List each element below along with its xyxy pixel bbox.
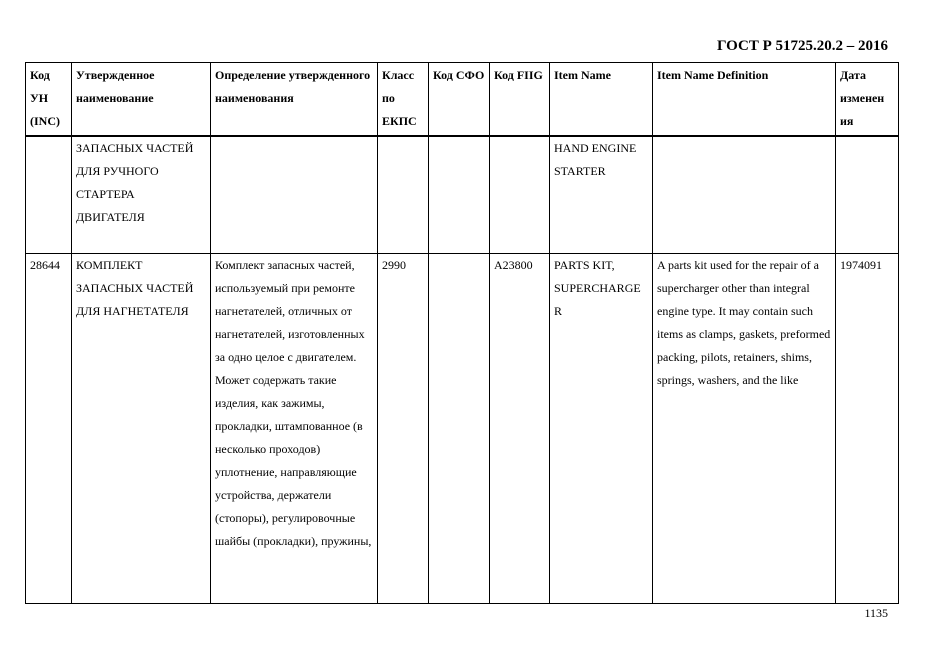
cell-item-name: HAND ENGINE STARTER [550,136,653,253]
cell-inc [26,136,72,253]
document-id: ГОСТ Р 51725.20.2 – 2016 [716,38,888,54]
cell-sfo [429,253,490,603]
cell-class [378,136,429,253]
table-header-row [26,63,899,137]
cell-item-def: A parts kit used for the repair of a supercharger other than integral engine type. It may contain such items as clamps, gaskets, preformed packing, pilots, retainers, shims, springs, washers, and the like [653,253,836,603]
table-row [26,136,899,253]
col-header-name: Утвержденное наименование [72,63,211,137]
cell-definition: Комплект запасных частей, используемый при ремонте нагнетателей, отличных от нагнетателей, изготовленных за одно целое с двигателем. Может содержать такие изделия, как зажимы, прокладки, штампованное (в несколько проходов) уплотнение, направляющие устройства, держатели (стопоры), регулировочные шайбы (прокладки), пружины, [211,253,378,603]
table-row [26,253,899,603]
cell-inc: 28644 [26,253,72,603]
cell-date [836,136,899,253]
cell-fiig: A23800 [490,253,550,603]
page-number: 1135 [864,606,888,620]
col-header-class: Класс по ЕКПС [378,63,429,137]
col-header-sfo: Код СФО [429,63,490,137]
cell-definition [211,136,378,253]
cell-sfo [429,136,490,253]
col-header-fiig: Код FIIG [490,63,550,137]
cell-item-name: PARTS KIT, SUPERCHARGER [550,253,653,603]
col-header-item-name: Item Name [550,63,653,137]
cell-name: КОМПЛЕКТ ЗАПАСНЫХ ЧАСТЕЙ ДЛЯ НАГНЕТАТЕЛЯ [72,253,211,603]
cell-date: 1974091 [836,253,899,603]
cell-item-def [653,136,836,253]
cell-fiig [490,136,550,253]
col-header-item-def: Item Name Definition [653,63,836,137]
cell-name: ЗАПАСНЫХ ЧАСТЕЙ ДЛЯ РУЧНОГО СТАРТЕРА ДВИГАТЕЛЯ [72,136,211,253]
cell-class: 2990 [378,253,429,603]
col-header-date: Дата изменен ия [836,63,899,137]
col-header-inc: Код УН (INC) [26,63,72,137]
col-header-definition: Определение утвержденного наименования [211,63,378,137]
spec-table [25,62,899,604]
